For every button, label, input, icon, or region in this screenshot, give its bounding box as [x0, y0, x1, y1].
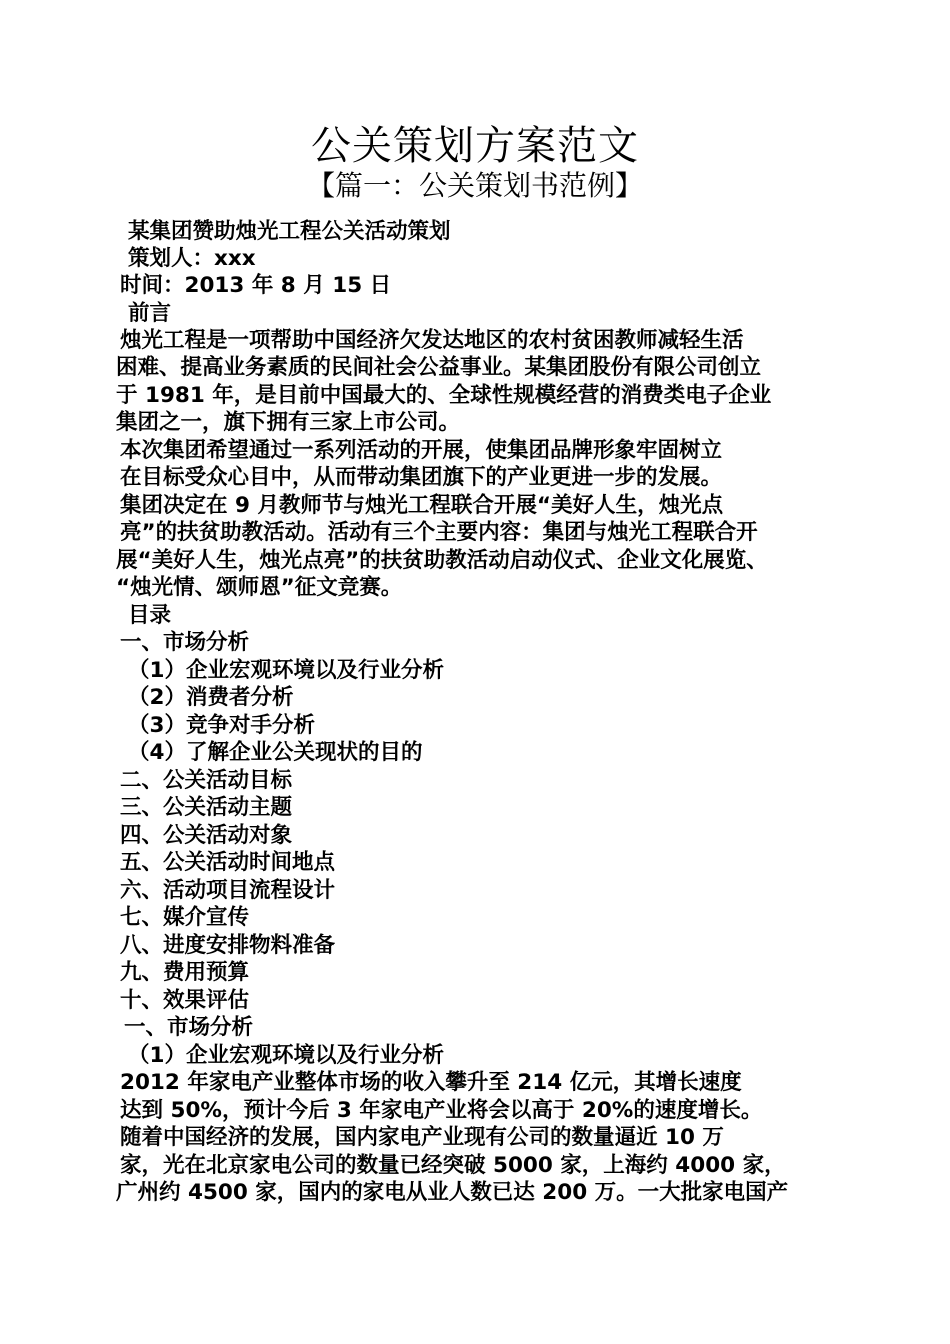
toc-item: 二、公关活动目标 — [120, 768, 293, 793]
paragraph-line: “烛光情、颂师恩”征文竞赛。 — [116, 575, 403, 600]
toc-item: 四、公关活动对象 — [120, 823, 293, 848]
toc-subitem: （3）竞争对手分析 — [128, 713, 315, 738]
toc-subitem: （2）消费者分析 — [128, 685, 294, 710]
preface-heading: 前言 — [128, 301, 172, 326]
toc-item: 八、进度安排物料准备 — [120, 933, 336, 958]
heading-activity-plan: 某集团赞助烛光工程公关活动策划 — [128, 219, 451, 244]
date-line: 时间：2013 年 8 月 15 日 — [120, 273, 392, 298]
paragraph-line: 烛光工程是一项帮助中国经济欠发达地区的农村贫困教师减轻生活 — [120, 328, 744, 353]
planner-line: 策划人：xxx — [128, 246, 256, 271]
toc-heading: 目录 — [128, 603, 172, 628]
paragraph-line: 集团决定在 9 月教师节与烛光工程联合开展“美好人生，烛光点 — [120, 493, 724, 518]
paragraph-line: 达到 50%，预计今后 3 年家电产业将会以高于 20%的速度增长。 — [120, 1098, 763, 1123]
toc-item: 九、费用预算 — [120, 960, 250, 985]
paragraph-line: 亮”的扶贫助教活动。活动有三个主要内容：集团与烛光工程联合开 — [120, 520, 758, 545]
section-heading: 一、市场分析 — [124, 1015, 254, 1040]
toc-subitem: （4）了解企业公关现状的目的 — [128, 740, 423, 765]
paragraph-line: 2012 年家电产业整体市场的收入攀升至 214 亿元，其增长速度 — [120, 1070, 742, 1095]
toc-item: 一、市场分析 — [120, 630, 250, 655]
paragraph-line: 随着中国经济的发展，国内家电产业现有公司的数量逼近 10 万 — [120, 1125, 724, 1150]
toc-item: 五、公关活动时间地点 — [120, 850, 336, 875]
subsection-heading: （1）企业宏观环境以及行业分析 — [128, 1043, 444, 1068]
toc-item: 十、效果评估 — [120, 988, 250, 1013]
paragraph-line: 集团之一，旗下拥有三家上市公司。 — [116, 410, 461, 435]
document-title: 公关策划方案范文 — [311, 123, 639, 169]
document-subtitle: 【篇一：公关策划书范例】 — [306, 169, 643, 202]
paragraph-line: 在目标受众心目中，从而带动集团旗下的产业更进一步的发展。 — [120, 465, 723, 490]
toc-item: 七、媒介宣传 — [120, 905, 250, 930]
paragraph-line: 广州约 4500 家，国内的家电从业人数已达 200 万。一大批家电国产 — [116, 1180, 789, 1205]
paragraph-line: 困难、提高业务素质的民间社会公益事业。某集团股份有限公司创立 — [116, 355, 762, 380]
toc-item: 三、公关活动主题 — [120, 795, 293, 820]
paragraph-line: 本次集团希望通过一系列活动的开展，使集团品牌形象牢固树立 — [120, 438, 723, 463]
paragraph-line: 家，光在北京家电公司的数量已经突破 5000 家，上海约 4000 家， — [120, 1153, 786, 1178]
toc-item: 六、活动项目流程设计 — [120, 878, 336, 903]
toc-subitem: （1）企业宏观环境以及行业分析 — [128, 658, 444, 683]
paragraph-line: 展“美好人生，烛光点亮”的扶贫助教活动启动仪式、企业文化展览、 — [116, 548, 768, 573]
paragraph-line: 于 1981 年，是目前中国最大的、全球性规模经营的消费类电子企业 — [116, 383, 772, 408]
